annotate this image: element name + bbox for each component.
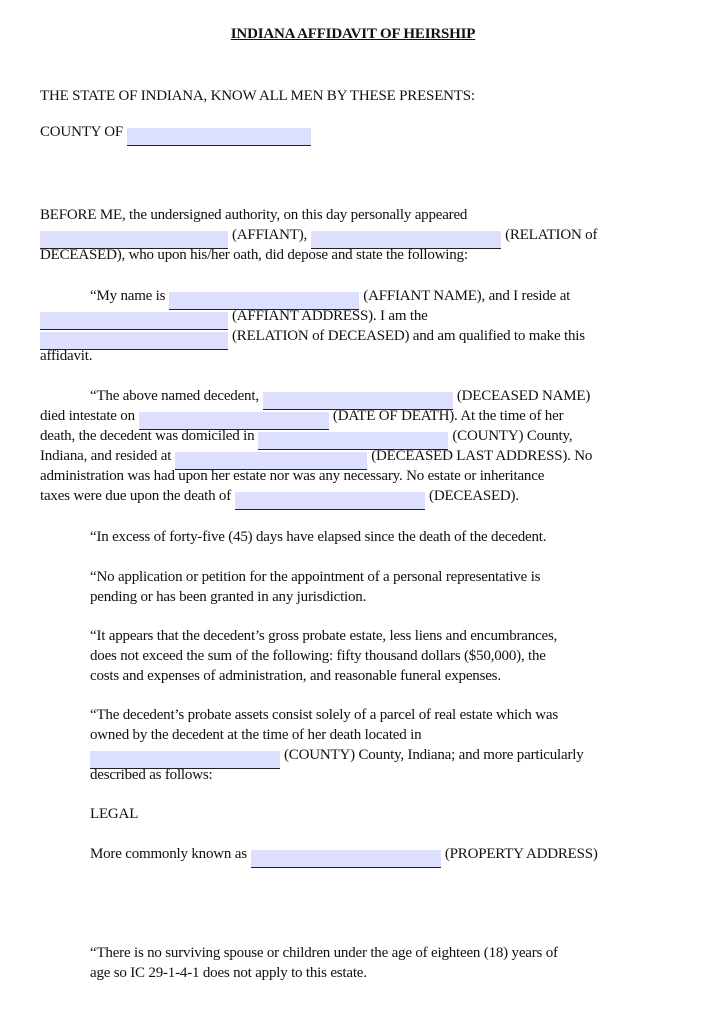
spouse-line-2: age so IC 29-1-4-1 does not apply to this estate. [90,965,367,981]
application-line-1: “No application or petition for the appointment of a personal representative is [90,569,541,585]
my-name-line-4: affidavit. [40,348,93,364]
county-line [40,122,311,146]
decedent-line-6 [40,486,519,510]
county-field[interactable] [127,128,311,146]
relation-of-deceased-tag: (RELATION of DECEASED) and am qualified to make this [232,328,585,344]
spouse-line-1: “There is no surviving spouse or children under the age of eighteen (18) years of [90,945,558,961]
assets-line-4: described as follows: [90,767,213,783]
estate-line-3: costs and expenses of administration, and reasonable funeral expenses. [90,668,501,684]
state-line: THE STATE OF INDIANA, KNOW ALL MEN BY THESE PRESENTS: [40,88,475,104]
days-elapsed-paragraph: “In excess of forty-five (45) days have elapsed since the death of the decedent. [90,529,547,545]
deceased-field[interactable] [235,492,425,510]
domicile-county-tag: (COUNTY) County, [452,428,573,444]
date-of-death-tag: (DATE OF DEATH). At the time of her [332,408,564,424]
affiant-address-tag: (AFFIANT ADDRESS). I am the [232,308,428,324]
died-lead: died intestate on [40,408,135,424]
deceased-last-address-tag: (DECEASED LAST ADDRESS). No [371,448,593,464]
application-line-2: pending or has been granted in any jurisdiction. [90,589,367,605]
taxes-lead: taxes were due upon the death of [40,488,232,504]
my-name-lead: “My name is [90,288,166,304]
property-address-line [90,844,598,868]
before-me-line-3: DECEASED), who upon his/her oath, did depose and state the following: [40,247,468,263]
affiant-name-tag: (AFFIANT NAME), and I reside at [363,288,571,304]
document-title: INDIANA AFFIDAVIT OF HEIRSHIP [230,26,476,42]
property-address-tag: (PROPERTY ADDRESS) [444,846,598,862]
decedent-line-5: administration was had upon her estate nor was any necessary. No estate or inheritance [40,468,545,484]
estate-line-2: does not exceed the sum of the following: fifty thousand dollars ($50,000), the [90,648,546,664]
estate-line-1: “It appears that the decedent’s gross probate estate, less liens and encumbrances, [90,628,558,644]
property-address-field[interactable] [251,850,441,868]
decedent-lead: “The above named decedent, [90,388,259,404]
legal-label: LEGAL [90,806,139,822]
before-me-line-1: BEFORE ME, the undersigned authority, on this day personally appeared [40,207,468,223]
deceased-name-tag: (DECEASED NAME) [456,388,591,404]
county-label: COUNTY OF [40,124,124,140]
deceased-tag: (DECEASED). [429,488,519,504]
my-name-line-3 [40,326,585,350]
assets-line-2: owned by the decedent at the time of her death located in [90,727,422,743]
assets-line-1: “The decedent’s probate assets consist solely of a parcel of real estate which was [90,707,558,723]
property-lead: More commonly known as [90,846,247,862]
resided-lead: Indiana, and resided at [40,448,172,464]
property-county-tag: (COUNTY) County, Indiana; and more particularly [284,747,584,763]
domicile-lead: death, the decedent was domiciled in [40,428,255,444]
affiant-tag: (AFFIANT), [232,227,308,243]
relation-tag: (RELATION of [505,227,598,243]
